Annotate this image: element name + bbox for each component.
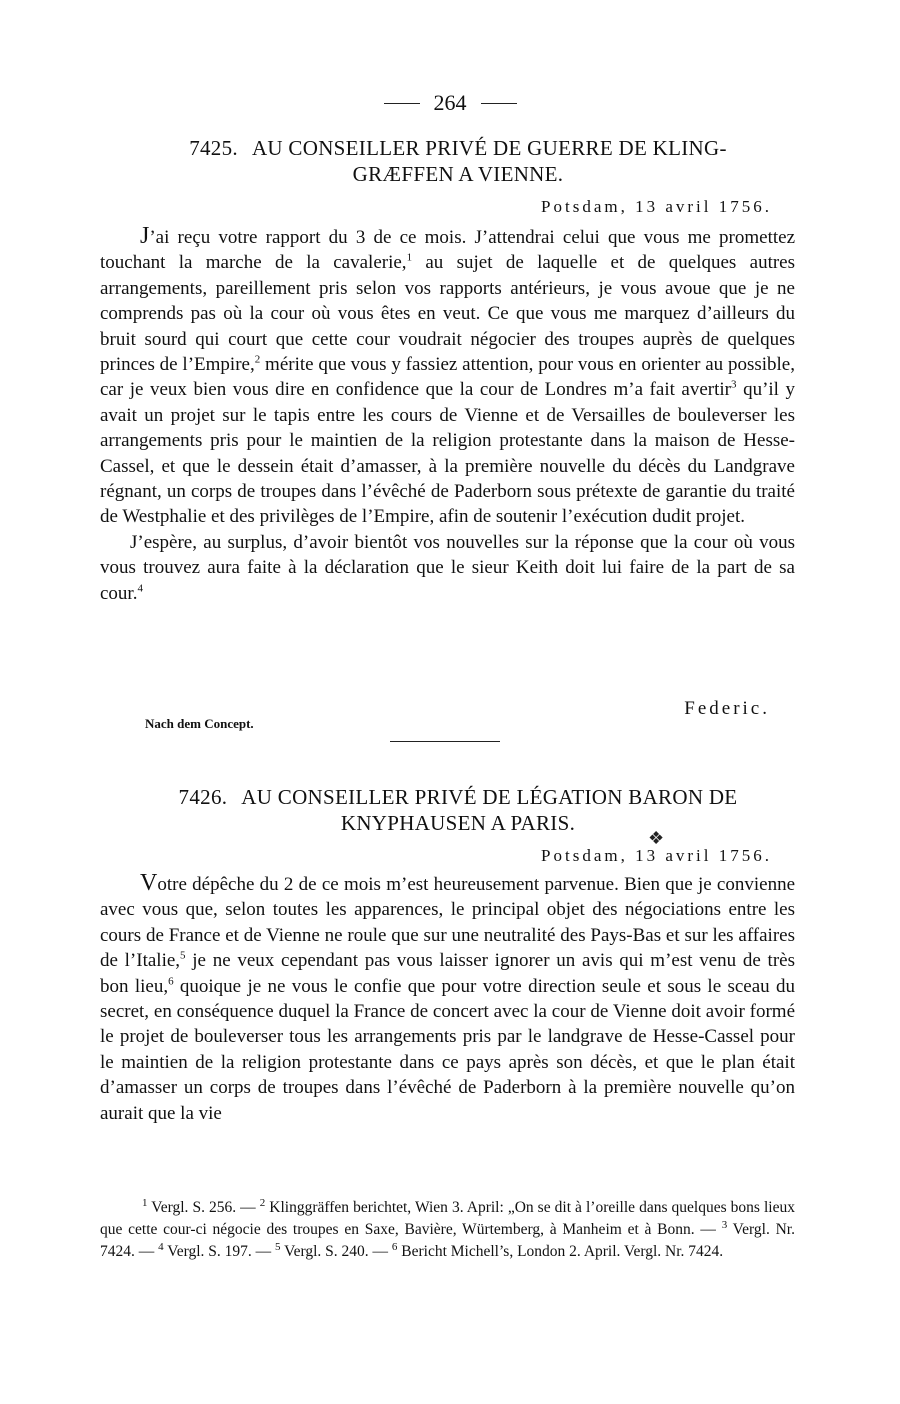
heading-line: 7425. AU CONSEILLER PRIVÉ DE GUERRE DE KLING- <box>189 136 727 160</box>
page-header <box>0 90 900 116</box>
source-note: Nach dem Concept. <box>145 716 254 731</box>
footnote-ref: 4 <box>137 582 143 595</box>
signature: Federic. <box>684 698 770 719</box>
paragraph: J’espère, au surplus, d’avoir bientôt vos nouvelles sur la réponse que la cour où vous vous trouvez aura faite à la déclaration que le sieur Keith doit lui faire de la part de sa cour.$^4$ <box>100 531 795 604</box>
heading-line: GRÆFFEN A VIENNE. <box>352 162 564 186</box>
heading-line: 7426. AU CONSEILLER PRIVÉ DE LÉGATION BARON DE <box>178 785 738 809</box>
footnote-ref: 6 <box>168 975 174 988</box>
dateline: Potsdam, 13 avril 1756. <box>541 197 772 216</box>
paragraph: Votre dépêche du 2 de ce mois m’est heureusement parvenue. Bien que je convienne avec vous que, selon toutes les apparences, le principal objet des négociations entre les cours de France et de Vienne ne roule que sur une neutralité des Pays-Bas et sur les affaires de l’Italie,$^5$ je ne veux cependant pas vous laisser ignorer un avis qui m’est venu de très bon lieu,$^6$ quoique je ne vous le confie que pour votre direction seule et sous le sceau du secret, en conséquence duquel la France de concert avec la cour de Vienne doit avoir formé le projet de bouleverser tous les arrangements pris par le landgrave de Hesse-Cassel pour le maintien de la religion protestante dans ce pays après son décès, et que le plan était d’amasser un corps de troupes dans l’évêché de Paderborn à la première nouvelle qu’on aurait que la vie <box>100 870 795 1124</box>
footnote-block: $^1$ Vergl. S. 256. — $^2$ Klinggräffen berichtet, Wien 3. April: „On se dit à l’oreille dans quelques bons lieux que cette cour-ci négocie des troupes en Saxe, Bavière, Würtemberg, à Manheim et à Bonn. — $^3$ Vergl. Nr. 7424. — $^4$ Vergl. S. 197. — $^5$ Vergl. S. 240. — $^6$ Bericht Michell’s, London 2. April. Vergl. Nr. 7424. <box>100 1196 795 1260</box>
footnote-marker: 1 <box>142 1196 148 1209</box>
heading-line: KNYPHAUSEN A PARIS. <box>340 811 576 835</box>
footnote-marker: 6 <box>391 1240 398 1253</box>
footnote-marker: 3 <box>721 1218 728 1231</box>
drop-cap: V <box>140 870 158 896</box>
footnote-marker: 5 <box>275 1240 281 1253</box>
letter-heading <box>118 784 798 836</box>
letter-number: 7426. <box>178 785 228 809</box>
footnote-ref: 5 <box>180 949 186 962</box>
paragraph: J’ai reçu votre rapport du 3 de ce mois. J’attendrai celui que vous me promettez touchant la marche de la cavalerie,$^1$ au sujet de laquelle et de quelques autres arrangements, pareillement pris selon vos rapports antérieurs, je vous avoue que je ne comprends pas où la cour où vous êtes en veut. Ce que vous me marquez d’ailleurs du bruit sourd qui court que cette cour voudrait négocier des troupes auprès de quelques princes de l’Empire,$^2$ mérite que vous y fassiez attention, pour vous en orienter au possible, car je veux bien vous dire en confidence que la cour de Londres m’a fait avertir$^3$ qu’il y avait un projet sur le tapis entre les cours de Vienne et de Versailles de bouleverser les arrangements pris pour le maintien de la religion protestante dans la maison de Hesse-Cassel, et que le dessein était d’amasser, à la première nouvelle du décès du Landgrave régnant, un corps de troupes dans l’évêché de Paderborn sous prétexte de garantie du traité de Westphalie et des privilèges de l’Empire, afin de soutenir l’exécution dudit projet. <box>100 223 795 528</box>
header-rule-left <box>384 103 420 104</box>
footnotes <box>100 1197 795 1263</box>
footnote-marker: 4 <box>158 1240 164 1253</box>
ink-mark: ❖ <box>648 828 665 848</box>
letter-heading <box>118 135 798 187</box>
footnote-ref: 3 <box>731 379 737 392</box>
footnote-ref: 1 <box>406 252 413 265</box>
letter-body <box>100 224 795 606</box>
dateline: Potsdam, 13 avril 1756. <box>541 846 772 865</box>
letter-body <box>100 871 795 1126</box>
footnote-marker: 2 <box>259 1196 266 1209</box>
header-rule-right <box>481 103 517 104</box>
page-number: 264 <box>433 90 467 115</box>
letter-number: 7425. <box>189 136 238 160</box>
footnote-ref: 2 <box>254 353 261 366</box>
section-divider <box>390 741 500 742</box>
drop-cap: J <box>140 223 150 249</box>
